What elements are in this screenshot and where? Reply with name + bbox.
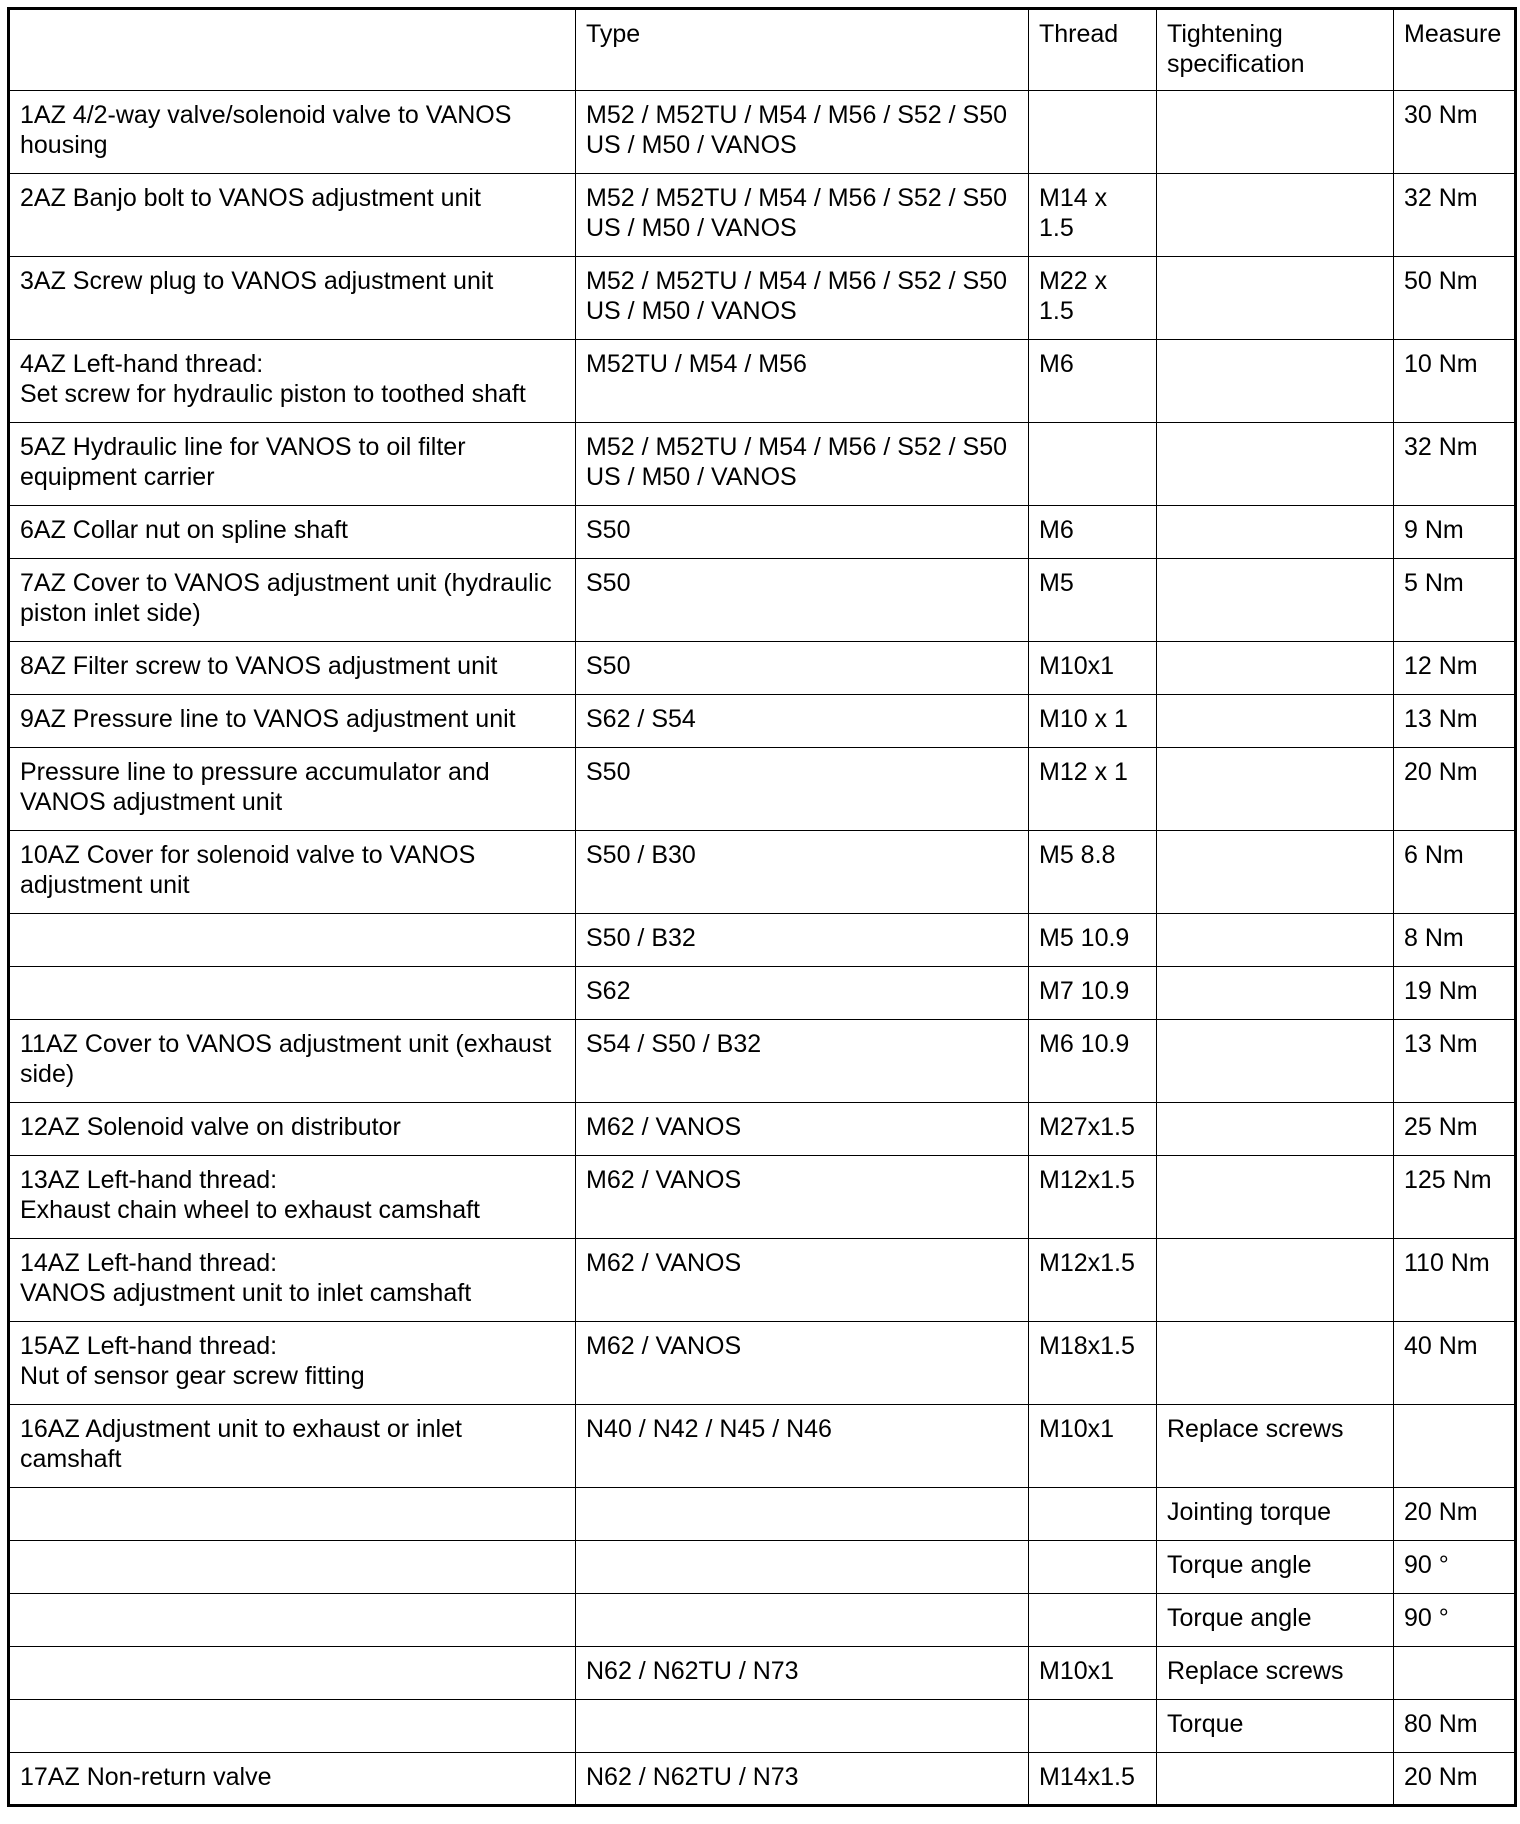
cell-item xyxy=(9,1594,576,1647)
cell-item: 7AZ Cover to VANOS adjustment unit (hydraulic piston inlet side) xyxy=(9,559,576,642)
table-row xyxy=(9,831,1516,914)
cell-item: 9AZ Pressure line to VANOS adjustment unit xyxy=(9,695,576,748)
cell-measure: 13 Nm xyxy=(1394,695,1516,748)
cell-spec xyxy=(1157,914,1394,967)
cell-spec xyxy=(1157,1753,1394,1806)
cell-item xyxy=(9,1488,576,1541)
cell-spec xyxy=(1157,695,1394,748)
cell-thread: M5 xyxy=(1029,559,1157,642)
table-row xyxy=(9,914,1516,967)
table-row xyxy=(9,642,1516,695)
cell-type: M52 / M52TU / M54 / M56 / S52 / S50 US / M50 / VANOS xyxy=(576,174,1029,257)
table-row xyxy=(9,695,1516,748)
cell-thread: M10x1 xyxy=(1029,642,1157,695)
cell-spec xyxy=(1157,506,1394,559)
cell-type: M52 / M52TU / M54 / M56 / S52 / S50 US / M50 / VANOS xyxy=(576,91,1029,174)
cell-spec xyxy=(1157,748,1394,831)
cell-type: M62 / VANOS xyxy=(576,1322,1029,1405)
cell-item: 12AZ Solenoid valve on distributor xyxy=(9,1103,576,1156)
table-row xyxy=(9,1594,1516,1647)
cell-type: S54 / S50 / B32 xyxy=(576,1020,1029,1103)
cell-type: S50 xyxy=(576,642,1029,695)
cell-item xyxy=(9,1647,576,1700)
cell-thread: M10x1 xyxy=(1029,1405,1157,1488)
cell-item: 8AZ Filter screw to VANOS adjustment unit xyxy=(9,642,576,695)
table-row xyxy=(9,748,1516,831)
cell-thread: M5 10.9 xyxy=(1029,914,1157,967)
cell-type: M52 / M52TU / M54 / M56 / S52 / S50 US / M50 / VANOS xyxy=(576,423,1029,506)
cell-item: 14AZ Left-hand thread: VANOS adjustment unit to inlet camshaft xyxy=(9,1239,576,1322)
cell-thread: M27x1.5 xyxy=(1029,1103,1157,1156)
table-row xyxy=(9,1103,1516,1156)
cell-type: M62 / VANOS xyxy=(576,1156,1029,1239)
cell-item: Pressure line to pressure accumulator and VANOS adjustment unit xyxy=(9,748,576,831)
cell-type xyxy=(576,1594,1029,1647)
cell-spec xyxy=(1157,642,1394,695)
cell-spec xyxy=(1157,174,1394,257)
cell-thread: M14x1.5 xyxy=(1029,1753,1157,1806)
cell-measure: 125 Nm xyxy=(1394,1156,1516,1239)
cell-spec xyxy=(1157,423,1394,506)
cell-measure: 10 Nm xyxy=(1394,340,1516,423)
cell-thread xyxy=(1029,1594,1157,1647)
tightening-torques-table xyxy=(7,7,1517,1807)
cell-spec xyxy=(1157,257,1394,340)
cell-spec xyxy=(1157,1103,1394,1156)
cell-item xyxy=(9,1700,576,1753)
cell-item: 3AZ Screw plug to VANOS adjustment unit xyxy=(9,257,576,340)
cell-spec: Replace screws xyxy=(1157,1647,1394,1700)
cell-item: 4AZ Left-hand thread: Set screw for hydraulic piston to toothed shaft xyxy=(9,340,576,423)
cell-item: 1AZ 4/2-way valve/solenoid valve to VANOS housing xyxy=(9,91,576,174)
cell-item: 10AZ Cover for solenoid valve to VANOS adjustment unit xyxy=(9,831,576,914)
cell-thread xyxy=(1029,423,1157,506)
cell-type: S50 xyxy=(576,506,1029,559)
cell-type xyxy=(576,1700,1029,1753)
cell-measure: 5 Nm xyxy=(1394,559,1516,642)
cell-type: S62 / S54 xyxy=(576,695,1029,748)
table-row xyxy=(9,1647,1516,1700)
cell-measure: 20 Nm xyxy=(1394,1488,1516,1541)
cell-spec xyxy=(1157,1322,1394,1405)
table-row xyxy=(9,423,1516,506)
table-row xyxy=(9,1700,1516,1753)
cell-item xyxy=(9,914,576,967)
cell-thread xyxy=(1029,1700,1157,1753)
cell-thread: M18x1.5 xyxy=(1029,1322,1157,1405)
cell-measure: 6 Nm xyxy=(1394,831,1516,914)
cell-item: 16AZ Adjustment unit to exhaust or inlet camshaft xyxy=(9,1405,576,1488)
cell-item: 11AZ Cover to VANOS adjustment unit (exhaust side) xyxy=(9,1020,576,1103)
table-body xyxy=(9,91,1516,1806)
cell-measure: 110 Nm xyxy=(1394,1239,1516,1322)
cell-measure: 80 Nm xyxy=(1394,1700,1516,1753)
cell-type: N62 / N62TU / N73 xyxy=(576,1647,1029,1700)
cell-item: 5AZ Hydraulic line for VANOS to oil filter equipment carrier xyxy=(9,423,576,506)
cell-measure: 50 Nm xyxy=(1394,257,1516,340)
cell-measure: 12 Nm xyxy=(1394,642,1516,695)
cell-measure: 40 Nm xyxy=(1394,1322,1516,1405)
cell-thread: M12x1.5 xyxy=(1029,1156,1157,1239)
cell-type: S50 xyxy=(576,559,1029,642)
cell-thread: M10x1 xyxy=(1029,1647,1157,1700)
cell-spec: Replace screws xyxy=(1157,1405,1394,1488)
cell-type: S50 / B32 xyxy=(576,914,1029,967)
cell-spec: Torque xyxy=(1157,1700,1394,1753)
cell-item: 6AZ Collar nut on spline shaft xyxy=(9,506,576,559)
cell-thread xyxy=(1029,1541,1157,1594)
cell-spec xyxy=(1157,1239,1394,1322)
table-row xyxy=(9,1541,1516,1594)
cell-measure: 9 Nm xyxy=(1394,506,1516,559)
cell-thread: M5 8.8 xyxy=(1029,831,1157,914)
table-row xyxy=(9,1322,1516,1405)
cell-item: 17AZ Non-return valve xyxy=(9,1753,576,1806)
cell-item: 2AZ Banjo bolt to VANOS adjustment unit xyxy=(9,174,576,257)
cell-thread: M22 x 1.5 xyxy=(1029,257,1157,340)
cell-measure: 90 ° xyxy=(1394,1594,1516,1647)
cell-item xyxy=(9,967,576,1020)
cell-measure: 30 Nm xyxy=(1394,91,1516,174)
table-row xyxy=(9,1156,1516,1239)
cell-spec xyxy=(1157,340,1394,423)
cell-item: 15AZ Left-hand thread: Nut of sensor gear screw fitting xyxy=(9,1322,576,1405)
cell-type: S50 / B30 xyxy=(576,831,1029,914)
cell-spec xyxy=(1157,91,1394,174)
cell-measure xyxy=(1394,1647,1516,1700)
cell-spec xyxy=(1157,559,1394,642)
cell-thread: M10 x 1 xyxy=(1029,695,1157,748)
cell-thread: M12 x 1 xyxy=(1029,748,1157,831)
table-row xyxy=(9,1020,1516,1103)
cell-spec: Torque angle xyxy=(1157,1594,1394,1647)
header-type: Type xyxy=(576,9,1029,91)
table-row xyxy=(9,1239,1516,1322)
cell-type: M52TU / M54 / M56 xyxy=(576,340,1029,423)
header-thread: Thread xyxy=(1029,9,1157,91)
header-row xyxy=(9,9,1516,91)
cell-measure: 19 Nm xyxy=(1394,967,1516,1020)
table-row xyxy=(9,1488,1516,1541)
table-row xyxy=(9,174,1516,257)
cell-measure xyxy=(1394,1405,1516,1488)
table-row xyxy=(9,91,1516,174)
header-measure: Measure xyxy=(1394,9,1516,91)
cell-type: M52 / M52TU / M54 / M56 / S52 / S50 US / M50 / VANOS xyxy=(576,257,1029,340)
cell-spec xyxy=(1157,831,1394,914)
cell-thread: M12x1.5 xyxy=(1029,1239,1157,1322)
cell-thread xyxy=(1029,1488,1157,1541)
cell-measure: 20 Nm xyxy=(1394,1753,1516,1806)
cell-measure: 32 Nm xyxy=(1394,174,1516,257)
document-page xyxy=(7,7,1517,1807)
cell-type: S62 xyxy=(576,967,1029,1020)
table-row xyxy=(9,340,1516,423)
cell-spec xyxy=(1157,1156,1394,1239)
table-row xyxy=(9,506,1516,559)
cell-thread: M14 x 1.5 xyxy=(1029,174,1157,257)
cell-type: M62 / VANOS xyxy=(576,1103,1029,1156)
cell-type: S50 xyxy=(576,748,1029,831)
cell-measure: 20 Nm xyxy=(1394,748,1516,831)
cell-type xyxy=(576,1541,1029,1594)
cell-measure: 13 Nm xyxy=(1394,1020,1516,1103)
header-tightening-specification: Tightening specification xyxy=(1157,9,1394,91)
cell-measure: 32 Nm xyxy=(1394,423,1516,506)
cell-spec xyxy=(1157,1020,1394,1103)
cell-item: 13AZ Left-hand thread: Exhaust chain wheel to exhaust camshaft xyxy=(9,1156,576,1239)
table-row xyxy=(9,1405,1516,1488)
cell-thread: M6 xyxy=(1029,340,1157,423)
cell-thread xyxy=(1029,91,1157,174)
cell-type: N40 / N42 / N45 / N46 xyxy=(576,1405,1029,1488)
table-row xyxy=(9,967,1516,1020)
header-item xyxy=(9,9,576,91)
cell-thread: M6 xyxy=(1029,506,1157,559)
cell-type: N62 / N62TU / N73 xyxy=(576,1753,1029,1806)
table-row xyxy=(9,257,1516,340)
cell-thread: M6 10.9 xyxy=(1029,1020,1157,1103)
cell-measure: 8 Nm xyxy=(1394,914,1516,967)
cell-spec: Torque angle xyxy=(1157,1541,1394,1594)
table-row xyxy=(9,559,1516,642)
cell-item xyxy=(9,1541,576,1594)
cell-measure: 90 ° xyxy=(1394,1541,1516,1594)
cell-type: M62 / VANOS xyxy=(576,1239,1029,1322)
cell-thread: M7 10.9 xyxy=(1029,967,1157,1020)
table-row xyxy=(9,1753,1516,1806)
cell-spec xyxy=(1157,967,1394,1020)
cell-spec: Jointing torque xyxy=(1157,1488,1394,1541)
cell-type xyxy=(576,1488,1029,1541)
cell-measure: 25 Nm xyxy=(1394,1103,1516,1156)
